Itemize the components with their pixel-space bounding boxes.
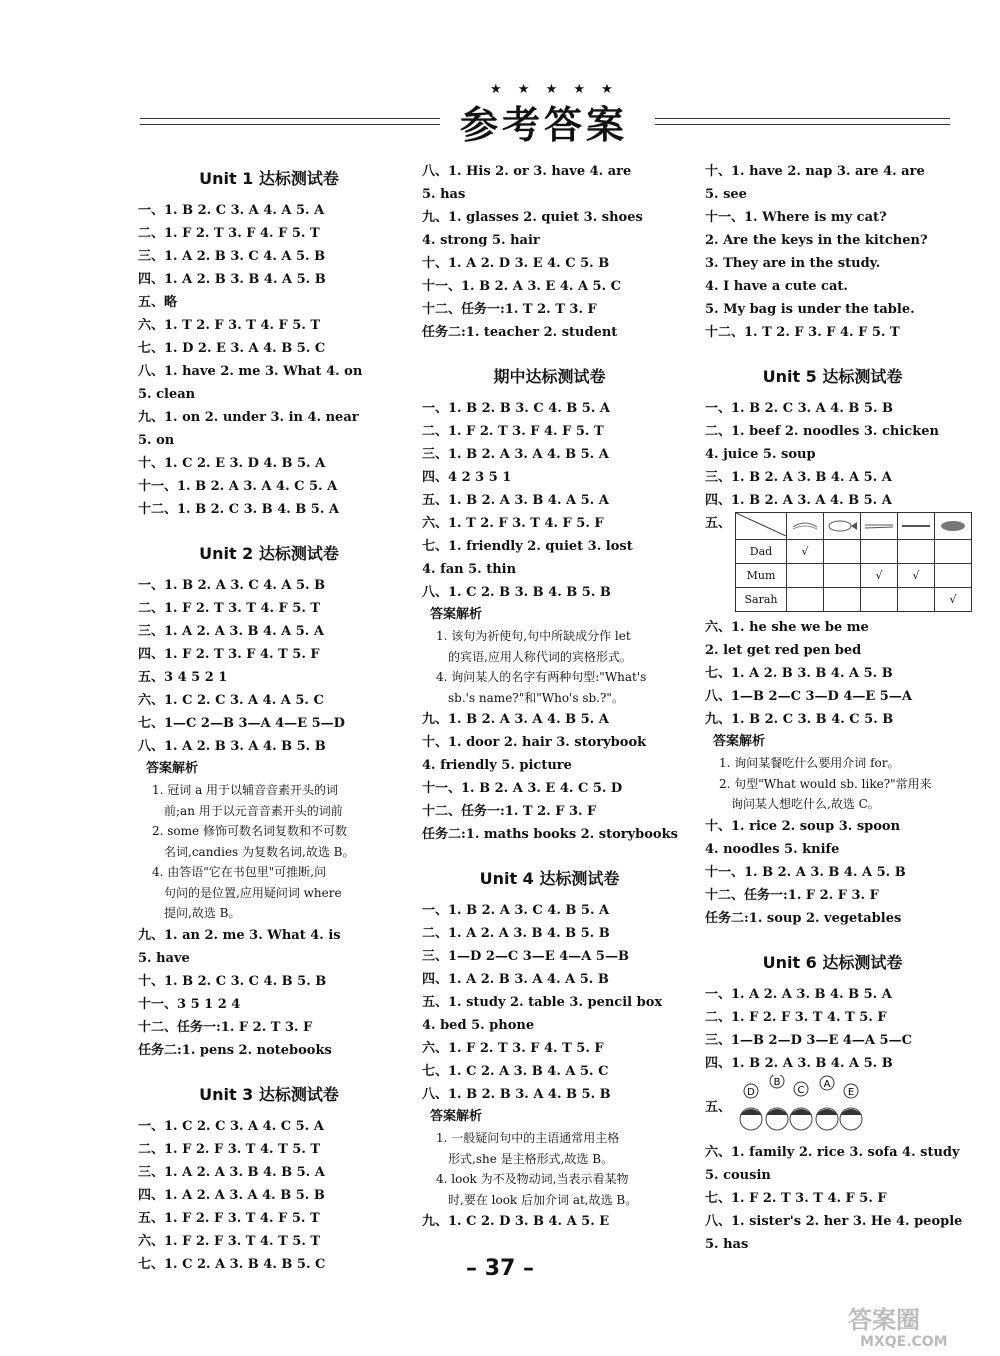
check-cell: √ xyxy=(898,564,935,588)
page-number: – 37 – xyxy=(466,1256,534,1281)
answer-line: 八、1. A 2. B 3. A 4. B 5. B xyxy=(138,739,326,754)
explanation-text: 名词,candies 为复数名词,故选 B。 xyxy=(164,844,355,859)
answer-line: 九、1. B 2. A 3. A 4. B 5. A xyxy=(422,712,609,727)
explanation-heading: 答案解析 xyxy=(146,761,199,776)
answer-column-2 xyxy=(422,160,677,1233)
answer-line: 八、1. have 2. me 3. What 4. on xyxy=(138,364,363,379)
answer-line: 四、1. A 2. B 3. A 4. A 5. B xyxy=(422,972,609,987)
divider-right-2 xyxy=(655,124,950,125)
answer-line: 九、1. B 2. C 3. B 4. C 5. B xyxy=(705,712,894,727)
food-table-block xyxy=(705,512,960,612)
explanation-text: 4. 由答语"它在书包里"可推断,问 xyxy=(152,865,327,879)
answer-line: 五、1. F 2. F 3. T 4. F 5. T xyxy=(138,1210,320,1226)
answer-line: 5. have xyxy=(138,950,190,966)
food-table xyxy=(735,512,972,612)
explanation-text: sb.'s name?"和"Who's sb.?"。 xyxy=(448,690,624,705)
knife-icon xyxy=(898,517,934,533)
answer-column-1 xyxy=(138,160,400,1276)
answer-line: 一、1. B 2. A 3. C 4. B 5. A xyxy=(422,903,610,918)
answer-line: 六、1. T 2. F 3. T 4. F 5. F xyxy=(422,516,604,531)
answer-line: 十一、1. B 2. A 3. A 4. C 5. A xyxy=(138,479,338,494)
face-letter: D xyxy=(747,1086,755,1098)
answer-line: 2. Are the keys in the kitchen? xyxy=(705,233,928,248)
food-header-cell xyxy=(935,513,972,540)
check-cell: √ xyxy=(935,588,972,612)
answer-line: 二、1. F 2. T 3. F 4. F 5. T xyxy=(422,424,604,439)
explanation-text: 1. 一般疑问句中的主语通常用主格 xyxy=(436,1131,620,1145)
check-cell xyxy=(898,588,935,612)
divider-left-2 xyxy=(140,124,440,125)
food-header-cell xyxy=(824,513,861,540)
food-table-row xyxy=(736,588,972,612)
explanation-text: 前;an 用于以元音音素开头的词前 xyxy=(164,803,343,818)
explanation-text: 1. 冠词 a 用于以辅音音素开头的词 xyxy=(152,783,339,797)
answer-line: 八、1. B 2. B 3. A 4. B 5. B xyxy=(422,1087,611,1102)
answer-line: 4. friendly 5. picture xyxy=(422,758,572,773)
answer-line: 5. clean xyxy=(138,387,196,402)
answer-line: 四、1. F 2. T 3. F 4. T 5. F xyxy=(138,647,320,662)
check-cell xyxy=(861,540,898,564)
answer-line: 四、4 2 3 5 1 xyxy=(422,470,512,485)
food-table-header xyxy=(736,513,972,540)
answer-line: 七、1. F 2. T 3. T 4. F 5. F xyxy=(705,1190,887,1206)
food-header-cell xyxy=(861,513,898,540)
answer-line: 七、1. friendly 2. quiet 3. lost xyxy=(422,539,633,554)
explanation-text: 询问某人想吃什么,故选 C。 xyxy=(731,797,880,811)
explanation-heading: 答案解析 xyxy=(430,1109,483,1124)
answer-line: 十、1. B 2. C 3. C 4. B 5. B xyxy=(138,973,327,989)
answer-line: 三、1—B 2—D 3—E 4—A 5—C xyxy=(705,1032,912,1048)
section-title: Unit 2 达标测试卷 xyxy=(199,544,339,563)
answer-line: 4. juice 5. soup xyxy=(705,447,816,462)
explanation-heading: 答案解析 xyxy=(430,607,483,622)
answer-line: 十一、1. B 2. A 3. E 4. A 5. C xyxy=(422,279,622,294)
answer-line: 二、1. F 2. T 3. F 4. F 5. T xyxy=(138,226,320,241)
answer-line: 五、略 xyxy=(138,295,178,310)
diagonal-line xyxy=(736,513,786,536)
section-gap xyxy=(705,344,960,358)
explanation-text: 1. 询问某餐吃什么要用介词 for。 xyxy=(719,756,900,770)
face-letter: C xyxy=(797,1084,805,1096)
check-cell xyxy=(898,540,935,564)
answer-line: 六、1. F 2. T 3. F 4. T 5. F xyxy=(422,1041,604,1056)
section-gap xyxy=(138,1062,400,1076)
answer-line: 5. see xyxy=(705,187,747,202)
check-cell xyxy=(824,588,861,612)
explanation-text: 2. some 修饰可数名词复数和不可数 xyxy=(152,824,347,838)
explanation-text: 时,要在 look 后加介词 at,故选 B。 xyxy=(448,1192,638,1207)
answer-line: 八、1. C 2. B 3. B 4. B 5. B xyxy=(422,585,611,600)
explanation-text: 4. 询问某人的名字有两种句型:"What's xyxy=(436,670,647,684)
answer-line: 二、1. F 2. T 3. T 4. F 5. T xyxy=(138,601,321,616)
answer-line: 六、1. family 2. rice 3. sofa 4. study xyxy=(705,1144,960,1160)
answer-line: 三、1. A 2. B 3. C 4. A 5. B xyxy=(138,249,326,264)
answer-line: 五、3 4 5 2 1 xyxy=(138,670,228,685)
food-table-row xyxy=(736,564,972,588)
answer-line: 六、1. C 2. C 3. A 4. A 5. C xyxy=(138,693,324,708)
answer-line: 六、1. T 2. F 3. T 4. F 5. T xyxy=(138,318,321,333)
answer-line: 十、1. C 2. E 3. D 4. B 5. A xyxy=(138,456,326,471)
answer-line: 十二、任务一:1. F 2. F 3. F xyxy=(705,887,879,903)
section-title: Unit 4 达标测试卷 xyxy=(479,869,620,888)
check-cell: √ xyxy=(787,540,824,564)
answer-line: 5. has xyxy=(422,187,466,202)
answer-line: 5. on xyxy=(138,433,175,448)
answer-line: 六、1. he she we be me xyxy=(705,620,869,635)
answer-line: 4. strong 5. hair xyxy=(422,233,540,248)
section-gap xyxy=(422,344,677,358)
section-title: Unit 3 达标测试卷 xyxy=(199,1084,339,1104)
answer-line: 三、1. B 2. A 3. B 4. A 5. A xyxy=(705,470,892,485)
answer-line: 5. cousin xyxy=(705,1167,771,1183)
corner-cell xyxy=(736,513,787,540)
section-title: Unit 1 达标测试卷 xyxy=(199,169,339,188)
answer-line: 十、1. have 2. nap 3. are 4. are xyxy=(705,164,925,179)
answer-line: 二、1. F 2. F 3. T 4. T 5. T xyxy=(138,1141,321,1157)
answer-line: 3. They are in the study. xyxy=(705,256,881,271)
answer-line: 任务二:1. teacher 2. student xyxy=(422,325,618,340)
bowl-icon xyxy=(935,517,971,533)
answer-line: 四、1. B 2. A 3. B 4. A 5. B xyxy=(705,1055,893,1071)
answer-line: 4. I have a cute cat. xyxy=(705,279,848,294)
answer-line: 十二、任务一:1. T 2. T 3. F xyxy=(422,302,597,317)
family-faces-illustration xyxy=(731,1075,881,1141)
answer-line: 八、1—B 2—C 3—D 4—E 5—A xyxy=(705,689,912,704)
answer-line: 十、1. rice 2. soup 3. spoon xyxy=(705,818,901,834)
watermark-logo xyxy=(840,1300,990,1350)
answer-line: 七、1. D 2. E 3. A 4. B 5. C xyxy=(138,341,326,356)
answer-line: 5. My bag is under the table. xyxy=(705,302,915,317)
answer-line: 九、1. C 2. D 3. B 4. A 5. E xyxy=(422,1214,610,1229)
check-cell xyxy=(935,564,972,588)
answer-line: 八、1. His 2. or 3. have 4. are xyxy=(422,164,632,179)
answer-line: 九、1. an 2. me 3. What 4. is xyxy=(138,927,341,943)
answer-line: 三、1—D 2—C 3—E 4—A 5—B xyxy=(422,949,629,964)
explanation-text: 2. 句型"What would sb. like?"常用来 xyxy=(719,776,932,791)
person-name-cell: Sarah xyxy=(736,588,787,612)
answer-line: 一、1. B 2. C 3. A 4. B 5. B xyxy=(705,401,893,416)
answer-column-3 xyxy=(705,160,963,1256)
faces-block xyxy=(705,1075,960,1141)
section-title: Unit 5 达标测试卷 xyxy=(762,367,903,386)
answer-line: 一、1. B 2. A 3. C 4. A 5. B xyxy=(138,578,326,593)
answer-line: 任务二:1. soup 2. vegetables xyxy=(705,910,902,926)
answer-line: 一、1. C 2. C 3. A 4. C 5. A xyxy=(138,1118,324,1134)
answer-line: 4. bed 5. phone xyxy=(422,1018,535,1033)
explanation-text: 1. 该句为祈使句,句中所缺成分作 let xyxy=(436,629,631,643)
answer-line: 4. noodles 5. knife xyxy=(705,841,840,857)
explanation-text: 4. look 为不及物动词,当表示看某物 xyxy=(436,1172,629,1186)
answer-line: 十二、1. T 2. F 3. F 4. F 5. T xyxy=(705,325,900,340)
answer-line: 四、1. A 2. A 3. A 4. B 5. B xyxy=(138,1187,325,1203)
answer-line: 2. let get red pen bed xyxy=(705,643,862,658)
answer-line: 七、1. C 2. A 3. B 4. B 5. C xyxy=(138,1256,326,1272)
answer-line: 九、1. on 2. under 3. in 4. near xyxy=(138,410,359,425)
answer-line: 五、1. B 2. A 3. B 4. A 5. A xyxy=(422,493,609,508)
answer-line: 七、1—C 2—B 3—A 4—E 5—D xyxy=(138,716,345,731)
section-gap xyxy=(138,521,400,535)
answer-line: 四、1. A 2. B 3. B 4. A 5. B xyxy=(138,272,326,287)
divider-right xyxy=(655,118,950,119)
answer-line: 十一、3 5 1 2 4 xyxy=(138,996,241,1012)
answer-line: 十一、1. Where is my cat? xyxy=(705,210,887,225)
section-gap xyxy=(422,846,677,860)
person-name-cell: Mum xyxy=(736,564,787,588)
answer-line: 三、1. A 2. A 3. B 4. A 5. A xyxy=(138,624,324,639)
page-header xyxy=(0,80,1000,147)
check-cell xyxy=(824,564,861,588)
face-letter: B xyxy=(773,1076,781,1088)
stars-decoration: ★ ★ ★ ★ ★ xyxy=(490,82,619,97)
explanation-text: 句问的是位置,应用疑问词 where xyxy=(164,885,342,900)
answer-line: 三、1. A 2. A 3. B 4. B 5. A xyxy=(138,1164,325,1180)
answer-line: 七、1. A 2. B 3. B 4. A 5. B xyxy=(705,666,893,681)
answer-line: 任务二:1. maths books 2. storybooks xyxy=(422,827,678,842)
divider-left xyxy=(140,118,440,119)
answer-line: 一、1. B 2. C 3. A 4. A 5. A xyxy=(138,203,325,218)
answer-line: 十二、任务一:1. T 2. F 3. F xyxy=(422,804,597,819)
answer-line: 八、1. sister's 2. her 3. He 4. people xyxy=(705,1213,963,1229)
person-name-cell: Dad xyxy=(736,540,787,564)
section-gap xyxy=(705,930,960,944)
answer-line: 5. has xyxy=(705,1236,749,1252)
page-title: 参考答案 xyxy=(460,103,629,147)
face-letter: A xyxy=(823,1078,831,1090)
section-title: Unit 6 达标测试卷 xyxy=(762,952,903,972)
answer-line: 十、1. A 2. D 3. E 4. C 5. B xyxy=(422,256,610,271)
answer-line: 十一、1. B 2. A 3. E 4. C 5. D xyxy=(422,781,623,796)
answer-line: 二、1. F 2. F 3. T 4. T 5. F xyxy=(705,1009,887,1025)
food-table-row xyxy=(736,540,972,564)
check-cell xyxy=(824,540,861,564)
svg-text:答案圈: 答案圈 xyxy=(848,1306,920,1334)
explanation-text: 的宾语,应用人称代词的宾格形式。 xyxy=(448,649,632,664)
food-header-cell xyxy=(898,513,935,540)
question-label: 五、 xyxy=(705,1100,732,1115)
answer-line: 任务二:1. pens 2. notebooks xyxy=(138,1042,332,1058)
check-cell: √ xyxy=(861,564,898,588)
check-cell xyxy=(787,588,824,612)
answer-line: 十、1. door 2. hair 3. storybook xyxy=(422,735,647,750)
food-header-cell xyxy=(787,513,824,540)
answer-line: 六、1. F 2. F 3. T 4. T 5. T xyxy=(138,1233,321,1249)
check-cell xyxy=(861,588,898,612)
answer-line: 十二、1. B 2. C 3. B 4. B 5. A xyxy=(138,502,339,517)
explanation-text: 形式,she 是主格形式,故选 B。 xyxy=(448,1151,614,1166)
face-letter: E xyxy=(847,1086,855,1098)
check-cell xyxy=(787,564,824,588)
answer-line: 一、1. B 2. B 3. C 4. B 5. A xyxy=(422,401,610,416)
answer-line: 五、1. study 2. table 3. pencil box xyxy=(422,995,663,1010)
explanation-heading: 答案解析 xyxy=(713,734,766,749)
answer-line: 二、1. A 2. A 3. B 4. B 5. B xyxy=(422,926,610,941)
fish-icon xyxy=(824,517,860,533)
answer-line: 一、1. A 2. A 3. B 4. B 5. A xyxy=(705,986,892,1002)
answer-line: 三、1. B 2. A 3. A 4. B 5. A xyxy=(422,447,609,462)
answer-line: 七、1. C 2. A 3. B 4. A 5. C xyxy=(422,1064,609,1079)
answer-line: 九、1. glasses 2. quiet 3. shoes xyxy=(422,210,643,225)
noodles-icon xyxy=(787,517,823,533)
check-cell xyxy=(935,540,972,564)
svg-text:MXQE.COM: MXQE.COM xyxy=(860,1334,948,1350)
explanation-text: 提问,故选 B。 xyxy=(164,906,241,920)
answer-line: 十二、任务一:1. F 2. T 3. F xyxy=(138,1019,313,1035)
answer-line: 四、1. B 2. A 3. A 4. B 5. A xyxy=(705,493,892,508)
answer-line: 二、1. beef 2. noodles 3. chicken xyxy=(705,424,939,439)
answer-line: 4. fan 5. thin xyxy=(422,562,517,577)
answer-line: 十一、1. B 2. A 3. B 4. A 5. B xyxy=(705,864,906,880)
question-label: 五、 xyxy=(705,516,732,531)
chopsticks-icon xyxy=(861,517,897,533)
section-title: 期中达标测试卷 xyxy=(493,367,606,386)
